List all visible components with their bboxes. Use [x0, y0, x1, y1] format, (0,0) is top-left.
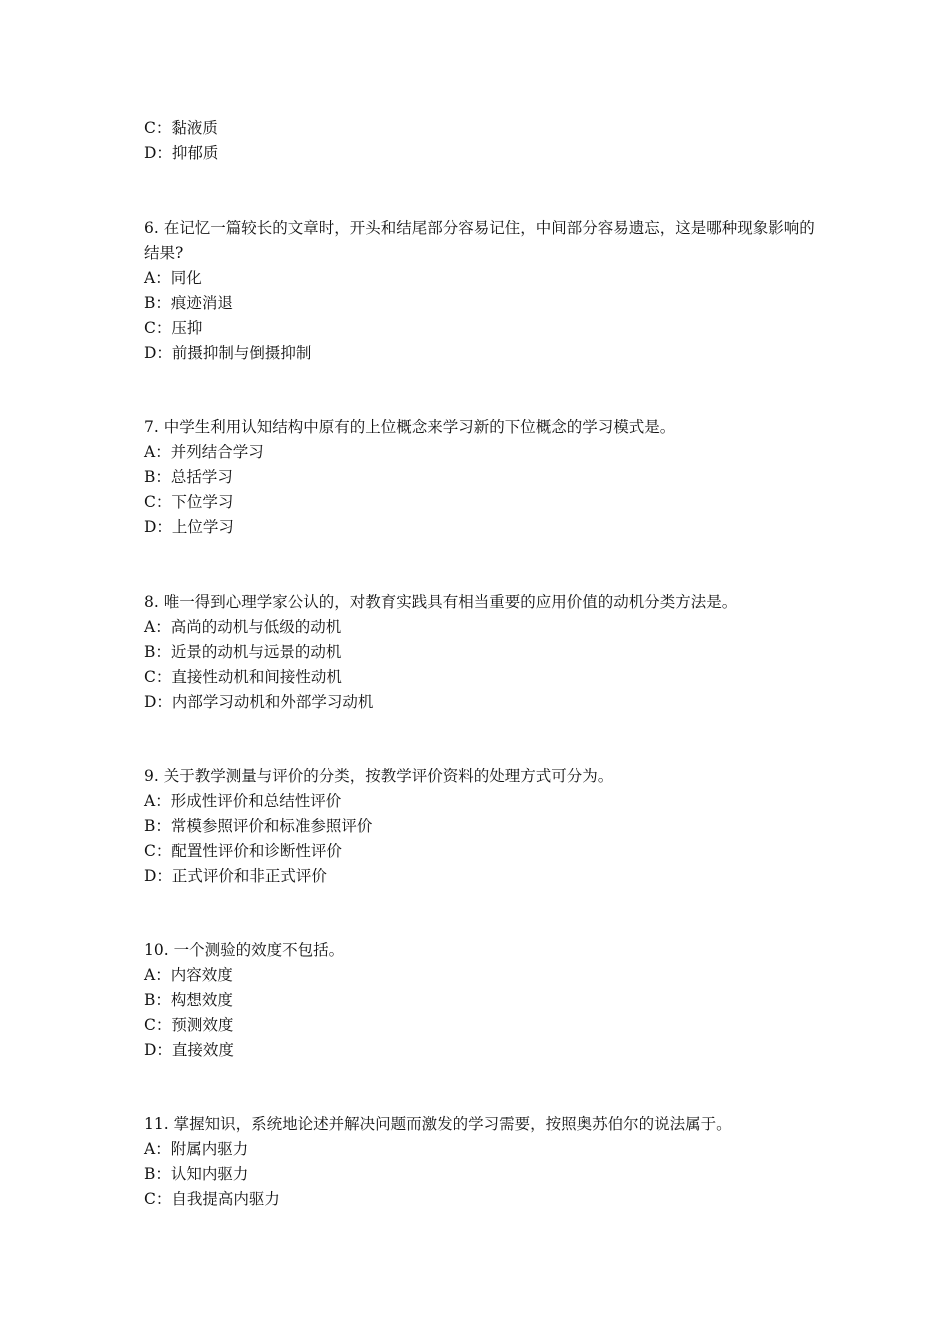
- option-item: A：附属内驱力: [144, 1140, 249, 1158]
- option-item: A：形成性评价和总结性评价: [144, 792, 342, 810]
- option-item: D：抑郁质: [144, 144, 219, 162]
- option-item: D：直接效度: [144, 1041, 234, 1059]
- option-item: A：内容效度: [144, 966, 233, 984]
- question-stem: 11. 掌握知识，系统地论述并解决问题而激发的学习需要，按照奥苏伯尔的说法属于。: [144, 1115, 732, 1133]
- question-stem: 9. 关于教学测量与评价的分类，按教学评价资料的处理方式可分为。: [144, 767, 614, 785]
- option-item: B：构想效度: [144, 991, 233, 1009]
- option-item: C：黏液质: [144, 119, 218, 137]
- question-stem: 8. 唯一得到心理学家公认的，对教育实践具有相当重要的应用价值的动机分类方法是。: [144, 593, 738, 611]
- question-stem: 10. 一个测验的效度不包括。: [144, 941, 345, 959]
- option-item: A：同化: [144, 269, 202, 287]
- option-item: C：预测效度: [144, 1016, 234, 1034]
- option-item: C：配置性评价和诊断性评价: [144, 842, 342, 860]
- option-item: B：近景的动机与远景的动机: [144, 643, 342, 661]
- question-stem: 6. 在记忆一篇较长的文章时，开头和结尾部分容易记住，中间部分容易遗忘，这是哪种现象影响的结果?: [144, 219, 815, 262]
- option-item: C：直接性动机和间接性动机: [144, 668, 342, 686]
- option-item: C：下位学习: [144, 493, 234, 511]
- option-item: D：前摄抑制与倒摄抑制: [144, 344, 312, 362]
- option-item: A：并列结合学习: [144, 443, 264, 461]
- option-item: A：高尚的动机与低级的动机: [144, 618, 342, 636]
- option-item: B：常模参照评价和标准参照评价: [144, 817, 373, 835]
- option-item: C：自我提高内驱力: [144, 1190, 280, 1208]
- question-stem: 7. 中学生利用认知结构中原有的上位概念来学习新的下位概念的学习模式是。: [144, 418, 676, 436]
- option-item: D：内部学习动机和外部学习动机: [144, 693, 374, 711]
- option-item: D：正式评价和非正式评价: [144, 867, 327, 885]
- option-item: D：上位学习: [144, 518, 234, 536]
- option-item: B：总括学习: [144, 468, 233, 486]
- option-item: B：痕迹消退: [144, 294, 233, 312]
- option-item: B：认知内驱力: [144, 1165, 249, 1183]
- option-item: C：压抑: [144, 319, 203, 337]
